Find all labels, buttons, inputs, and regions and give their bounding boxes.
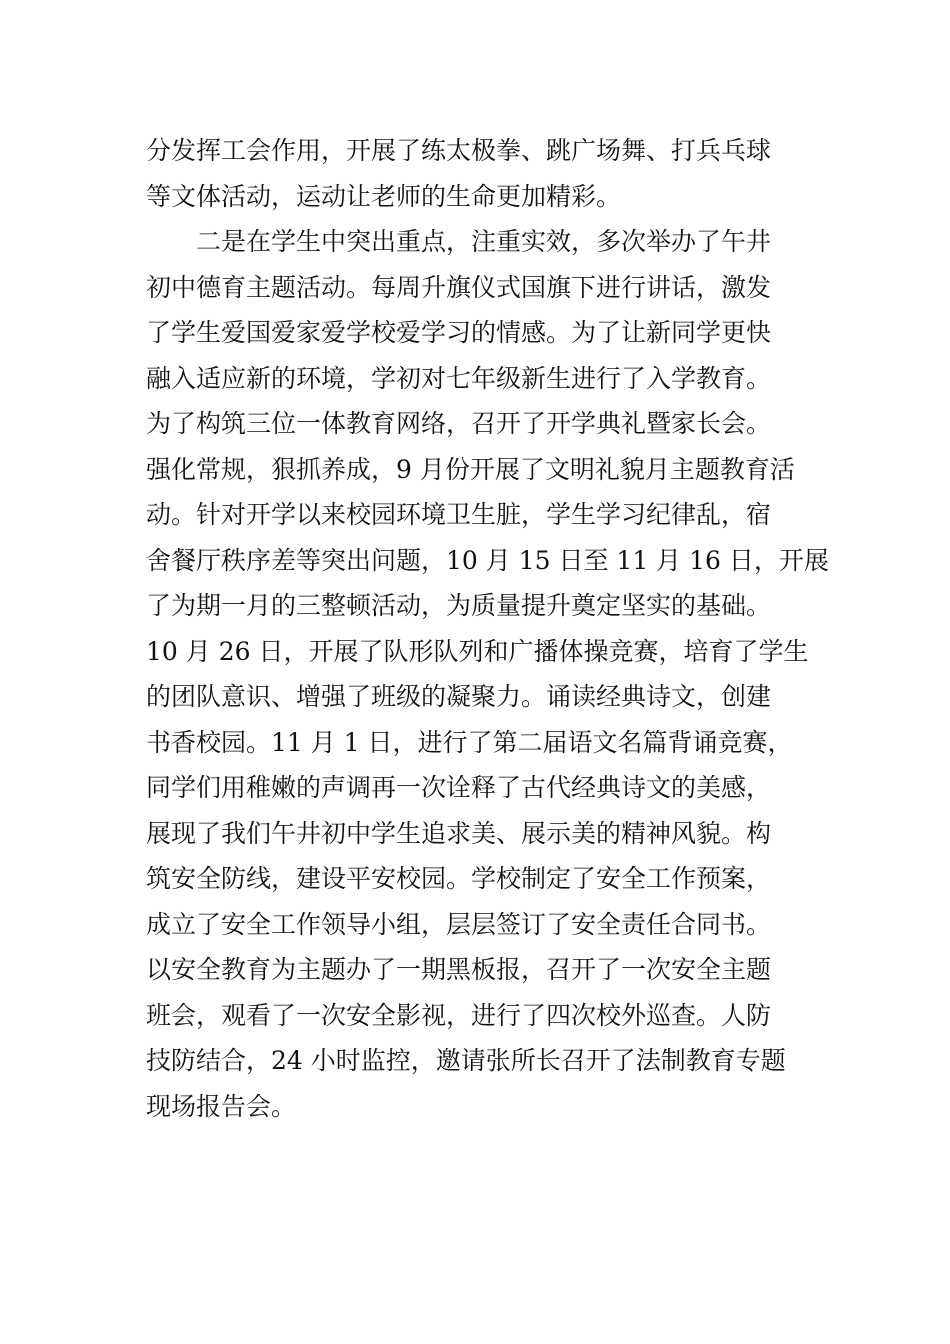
text-line: 同学们用稚嫩的声调再一次诠释了古代经典诗文的美感， [146, 773, 772, 802]
text-line: 书香校园。11 月 1 日，进行了第二届语文名篇背诵竞赛， [146, 727, 793, 757]
paragraph-start-line: 二是在学生中突出重点，注重实效，多次举办了午井 [196, 227, 772, 256]
text-line: 班会，观看了一次安全影视，进行了四次校外巡查。人防 [146, 1000, 772, 1030]
text-line: 了学生爱国爱家爱学校爱学习的情感。为了让新同学更快 [146, 318, 772, 347]
text-line: 初中德育主题活动。每周升旗仪式国旗下进行讲话，激发 [146, 272, 772, 302]
text-line: 现场报告会。 [146, 1091, 297, 1121]
text-line: 舍餐厅秩序差等突出问题，10 月 15 日至 11 月 16 日，开展 [146, 545, 829, 575]
text-line: 分发挥工会作用，开展了练太极拳、跳广场舞、打兵乓球 [146, 136, 772, 165]
body-text [146, 128, 829, 1129]
text-line: 的团队意识、增强了班级的凝聚力。诵读经典诗文，创建 [146, 682, 772, 711]
text-line: 了为期一月的三整顿活动，为质量提升奠定坚实的基础。 [146, 591, 772, 620]
text-line: 强化常规，狠抓养成，9 月份开展了文明礼貌月主题教育活 [146, 454, 795, 484]
text-line: 融入适应新的环境，学初对七年级新生进行了入学教育。 [146, 363, 772, 393]
text-line: 展现了我们午井初中学生追求美、展示美的精神风貌。构 [146, 818, 772, 848]
text-line: 技防结合，24 小时监控，邀请张所长召开了法制教育专题 [146, 1046, 786, 1075]
text-line: 成立了安全工作领导小组，层层签订了安全责任合同书。 [146, 909, 772, 939]
text-line: 以安全教育为主题办了一期黑板报，召开了一次安全主题 [146, 955, 772, 984]
text-line: 为了构筑三位一体教育网络，召开了开学典礼暨家长会。 [146, 409, 772, 438]
text-line: 等文体活动，运动让老师的生命更加精彩。 [146, 181, 622, 211]
text-line: 筑安全防线，建设平安校园。学校制定了安全工作预案， [146, 864, 772, 893]
text-line: 动。针对开学以来校园环境卫生脏，学生学习纪律乱，宿 [146, 500, 772, 529]
text-line: 10 月 26 日，开展了队形队列和广播体操竞赛，培育了学生 [146, 636, 809, 666]
